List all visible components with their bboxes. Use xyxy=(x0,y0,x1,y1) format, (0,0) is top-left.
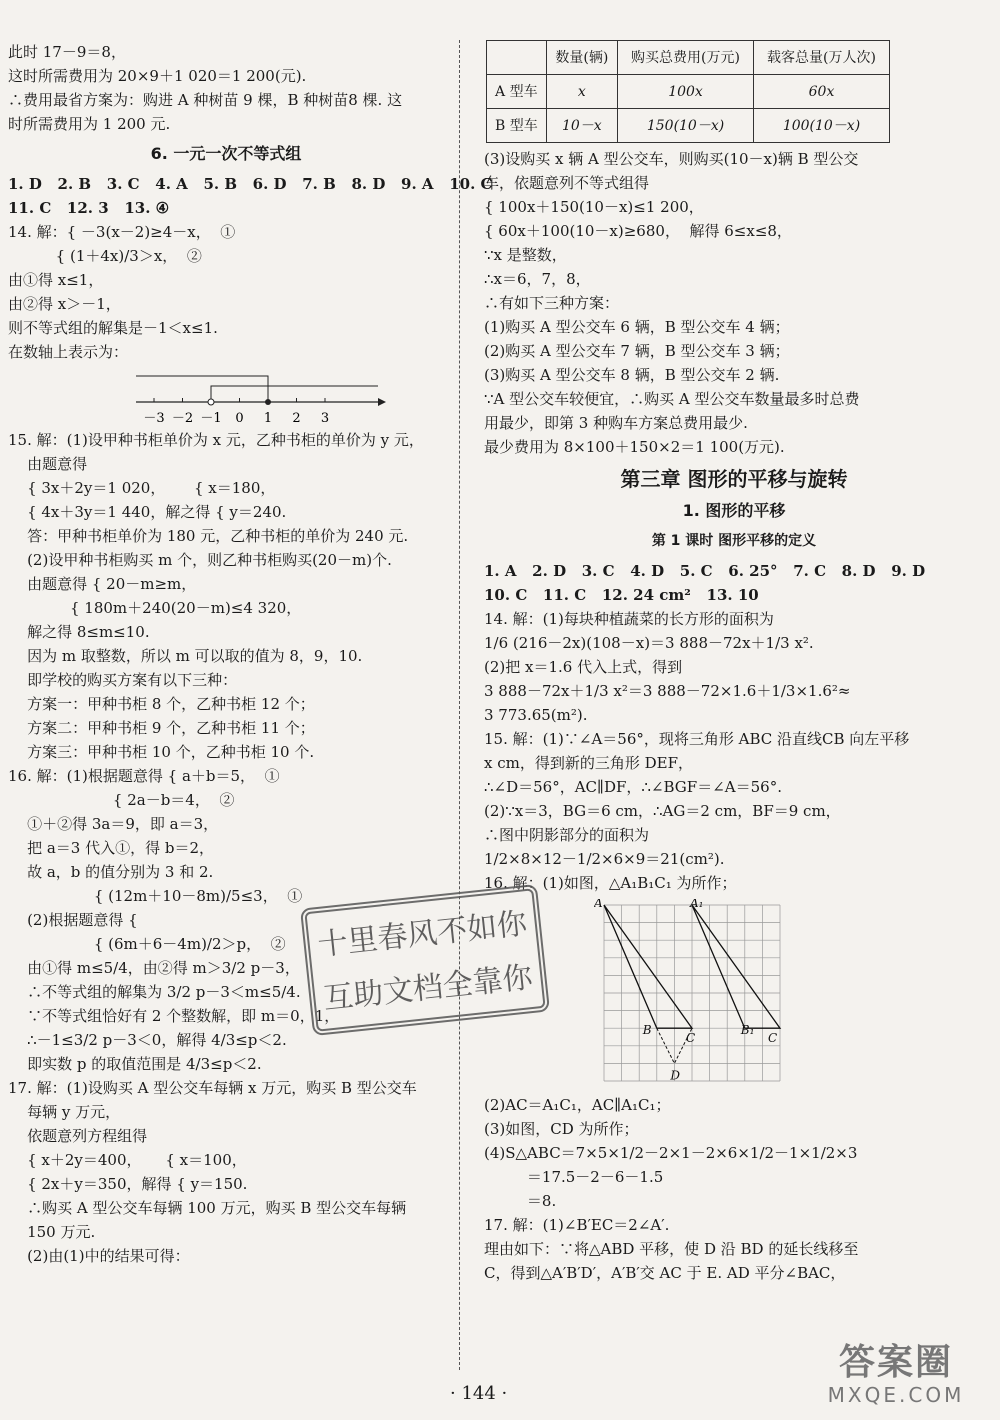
number-line xyxy=(128,364,388,428)
text-line: 依题意列方程组得 xyxy=(8,1127,148,1145)
number-line-label: －1 xyxy=(200,411,222,426)
text-line: C，得到△A′B′D′，A′B′交 AC 于 E. AD 平分∠BAC， xyxy=(484,1264,846,1282)
text-line: 故 a，b 的值分别为 3 和 2. xyxy=(8,863,214,881)
table-row xyxy=(487,109,890,143)
text-line: 17. 解：(1)∠B′EC＝2∠A′. xyxy=(484,1216,670,1234)
text-line: (4)S△ABC＝7×5×1/2－2×1－2×6×1/2－1×1/2×3 xyxy=(484,1144,858,1162)
number-line-label: 0 xyxy=(235,411,244,426)
text-line: ∵x 是整数， xyxy=(484,246,567,264)
table-cell: B 型车 xyxy=(487,109,547,143)
text-line: 则不等式组的解集是－1＜x≤1. xyxy=(8,319,218,337)
right-column-text xyxy=(484,147,984,1285)
number-line-label: 2 xyxy=(292,411,301,426)
number-line-arrow xyxy=(378,398,386,406)
table-row xyxy=(487,75,890,109)
text-line: (1)购买 A 型公交车 6 辆，B 型公交车 4 辆； xyxy=(484,318,790,336)
text-line: { (1＋4x)/3＞x， ② xyxy=(8,247,202,265)
text-line: { 2a－b＝4， ② xyxy=(8,791,235,809)
number-line-label: 1 xyxy=(263,411,273,426)
text-line: { 60x＋100(10－x)≥680， 解得 6≤x≤8， xyxy=(484,222,792,240)
table-cell: A 型车 xyxy=(487,75,547,109)
table-cell xyxy=(487,41,547,75)
table-header-row xyxy=(487,41,890,75)
text-line: (2)∵x＝3，BG＝6 cm，∴AG＝2 cm，BF＝9 cm， xyxy=(484,802,841,820)
text-line: { x＋2y＝400， { x＝100， xyxy=(8,1151,247,1169)
table-cell: 购买总费用(万元) xyxy=(618,41,754,75)
grid-lines xyxy=(604,905,780,1081)
text-line: ①＋②得 3a＝9，即 a＝3， xyxy=(8,815,219,833)
number-line-label: 3 xyxy=(320,411,330,426)
text-line: ∴－1≤3/2 p－3＜0，解得 4/3≤p＜2. xyxy=(8,1031,287,1049)
text-line: 每辆 y 万元， xyxy=(8,1103,121,1121)
text-line: 由①得 m≤5/4，由②得 m＞3/2 p－3， xyxy=(8,959,300,977)
translation-grid-figure xyxy=(594,899,894,1089)
text-line: ∵A 型公交车较便宜，∴购买 A 型公交车数量最多时总费 xyxy=(484,390,860,408)
text-line: (2)由(1)中的结果可得： xyxy=(8,1247,190,1265)
section-heading: 6. 一元一次不等式组 xyxy=(150,144,302,163)
point-label: A xyxy=(594,899,603,910)
text-line: ∴有如下三种方案： xyxy=(484,294,620,312)
watermark-logo xyxy=(806,1342,986,1412)
text-line: 1. A 2. D 3. C 4. D 5. C 6. 25° 7. C 8. D 9. D xyxy=(484,562,926,580)
grid-figure xyxy=(484,899,984,1089)
text-line: 答：甲种书柜单价为 180 元，乙种书柜的单价为 240 元. xyxy=(8,527,409,545)
text-line: 车，依题意列不等式组得 xyxy=(484,174,650,192)
triangle-abc xyxy=(604,905,692,1028)
text-line: (3)购买 A 型公交车 8 辆，B 型公交车 2 辆. xyxy=(484,366,780,384)
table-cell: 60x xyxy=(754,75,890,109)
text-line: 3 888－72x＋1/3 x²＝3 888－72×1.6＋1/3×1.6²≈ xyxy=(484,682,851,700)
text-line: 由题意得 { 20－m≥m， xyxy=(8,575,197,593)
point-label: C xyxy=(768,1031,778,1046)
text-line: 方案一：甲种书柜 8 个，乙种书柜 12 个； xyxy=(8,695,315,713)
text-line: 把 a＝3 代入①，得 b＝2， xyxy=(8,839,215,857)
text-line: 150 万元. xyxy=(8,1223,96,1241)
text-line: ∴不等式组的解集为 3/2 p－3＜m≤5/4. xyxy=(8,983,301,1001)
point-label: D xyxy=(670,1068,681,1083)
text-line: 即学校的购买方案有以下三种： xyxy=(8,671,238,689)
text-line: ∴费用最省方案为：购进 A 种树苗 9 棵，B 种树苗8 棵. 这 xyxy=(8,91,403,109)
text-line: (2)根据题意得 { xyxy=(8,911,138,929)
text-line: (3)设购买 x 辆 A 型公交车，则购买(10－x)辆 B 型公交 xyxy=(484,150,859,168)
text-line: { (6m＋6－4m)/2＞p， ② xyxy=(8,935,286,953)
text-line: 15. 解：(1)设甲种书柜单价为 x 元，乙种书柜的单价为 y 元， xyxy=(8,431,424,449)
text-line: ∴购买 A 型公交车每辆 100 万元，购买 B 型公交车每辆 xyxy=(8,1199,407,1217)
text-line: 时所需费用为 1 200 元. xyxy=(8,115,171,133)
text-line: 14. 解：{ －3(x－2)≥4－x， ① xyxy=(8,223,236,241)
table-cell: 10－x xyxy=(546,109,617,143)
watermark-domain: MXQE.COM xyxy=(827,1383,965,1407)
text-line: ∴x＝6，7，8， xyxy=(484,270,591,288)
left-column xyxy=(8,40,493,1268)
table-cell: x xyxy=(546,75,617,109)
point-label: C xyxy=(686,1031,696,1046)
stamp-watermark xyxy=(300,884,550,1036)
text-line: 理由如下：∵将△ABD 平移，使 D 沿 BD 的延长线移至 xyxy=(484,1240,859,1258)
text-line: ∴图中阴影部分的面积为 xyxy=(484,826,650,844)
text-line: ∵不等式组恰好有 2 个整数解，即 m＝0，1， xyxy=(8,1007,340,1025)
text-line: { 4x＋3y＝1 440，解之得 { y＝240. xyxy=(8,503,287,521)
text-line: 方案三：甲种书柜 10 个，乙种书柜 10 个. xyxy=(8,743,315,761)
text-line: 因为 m 取整数，所以 m 可以取的值为 8，9，10. xyxy=(8,647,363,665)
text-line: 即实数 p 的取值范围是 4/3≤p＜2. xyxy=(8,1055,262,1073)
triangle-a1b1c1 xyxy=(692,905,780,1028)
text-line: 由①得 x≤1， xyxy=(8,271,104,289)
column-divider xyxy=(459,40,460,1370)
table-cell: 150(10－x) xyxy=(618,109,754,143)
stamp-line-1: 十里春风不如你 xyxy=(316,906,529,964)
text-line: 11. C 12. 3 13. ④ xyxy=(8,199,170,217)
bus-table xyxy=(486,40,890,143)
table-cell: 载客总量(万人次) xyxy=(754,41,890,75)
text-line: (2)设甲种书柜购买 m 个，则乙种书柜购买(20－m)个. xyxy=(8,551,392,569)
text-line: 16. 解：(1)根据题意得 { a＋b＝5， ① xyxy=(8,767,280,785)
text-line: { 3x＋2y＝1 020， { x＝180， xyxy=(8,479,276,497)
text-line: (2)把 x＝1.6 代入上式，得到 xyxy=(484,658,683,676)
text-line: { 2x＋y＝350，解得 { y＝150. xyxy=(8,1175,248,1193)
text-line: 这时所需费用为 20×9＋1 020＝1 200(元). xyxy=(8,67,307,85)
page-number: · 144 · xyxy=(450,1383,508,1404)
text-line: 在数轴上表示为： xyxy=(8,343,129,361)
number-line-label: －2 xyxy=(171,411,194,426)
point-label: B₁ xyxy=(740,1023,755,1038)
section-heading: 第 1 课时 图形平移的定义 xyxy=(651,533,817,549)
text-line: 1/2×8×12－1/2×6×9＝21(cm²). xyxy=(484,850,725,868)
right-column xyxy=(484,40,984,1285)
text-line: 解之得 8≤m≤10. xyxy=(8,623,150,641)
section-heading: 1. 图形的平移 xyxy=(682,501,786,520)
watermark-text: 答案圈 xyxy=(838,1342,953,1383)
text-line: 15. 解：(1)∵∠A＝56°，现将三角形 ABC 沿直线CB 向左平移 xyxy=(484,730,910,748)
text-line: 3 773.65(m²). xyxy=(484,706,588,724)
number-line-figure xyxy=(8,364,444,428)
text-line: ＝17.5－2－6－1.5 xyxy=(484,1168,664,1186)
text-line: { (12m＋10－8m)/5≤3， ① xyxy=(8,887,303,905)
text-line: 用最少，即第 3 种购车方案总费用最少. xyxy=(484,414,748,432)
text-line: ＝8. xyxy=(484,1192,557,1210)
text-line: ∴∠D＝56°，AC∥DF，∴∠BGF＝∠A＝56°. xyxy=(484,778,782,796)
closed-dot xyxy=(265,399,271,405)
table-cell: 数量(辆) xyxy=(546,41,617,75)
text-line: 由题意得 xyxy=(8,455,88,473)
text-line: 17. 解：(1)设购买 A 型公交车每辆 x 万元，购买 B 型公交车 xyxy=(8,1079,417,1097)
text-line: { 180m＋240(20－m)≤4 320， xyxy=(8,599,302,617)
text-line: (2)购买 A 型公交车 7 辆，B 型公交车 3 辆； xyxy=(484,342,790,360)
text-line: 10. C 11. C 12. 24 cm² 13. 10 xyxy=(484,586,759,604)
number-line-label: －3 xyxy=(143,411,165,426)
text-line: 由②得 x＞－1， xyxy=(8,295,121,313)
text-line: { 100x＋150(10－x)≤1 200， xyxy=(484,198,704,216)
point-label: B xyxy=(642,1023,652,1038)
text-line: 14. 解：(1)每块种植蔬菜的长方形的面积为 xyxy=(484,610,774,628)
section-heading: 第三章 图形的平移与旋转 xyxy=(620,467,848,491)
table-cell: 100x xyxy=(618,75,754,109)
text-line: 此时 17－9＝8， xyxy=(8,43,126,61)
text-line: 最少费用为 8×100＋150×2＝1 100(万元). xyxy=(484,438,785,456)
text-line: 方案二：甲种书柜 9 个，乙种书柜 11 个； xyxy=(8,719,315,737)
open-dot xyxy=(208,399,214,405)
text-line: 1. D 2. B 3. C 4. A 5. B 6. D 7. B 8. D 9. A 10. C xyxy=(8,175,493,193)
text-line: (2)AC＝A₁C₁，AC∥A₁C₁； xyxy=(484,1096,671,1114)
text-line: (3)如图，CD 为所作； xyxy=(484,1120,639,1138)
text-line: x cm，得到新的三角形 DEF， xyxy=(484,754,694,772)
table-cell: 100(10－x) xyxy=(754,109,890,143)
solution-ray-gt-minus-1 xyxy=(211,386,378,402)
stamp-line-2: 互助文档全靠你 xyxy=(321,959,535,1017)
solution-ray-le-1 xyxy=(136,376,268,402)
text-line: 16. 解：(1)如图，△A₁B₁C₁ 为所作； xyxy=(484,874,737,892)
text-line: 1/6 (216－2x)(108－x)＝3 888－72x＋1/3 x². xyxy=(484,634,814,652)
point-label: A₁ xyxy=(690,899,704,910)
